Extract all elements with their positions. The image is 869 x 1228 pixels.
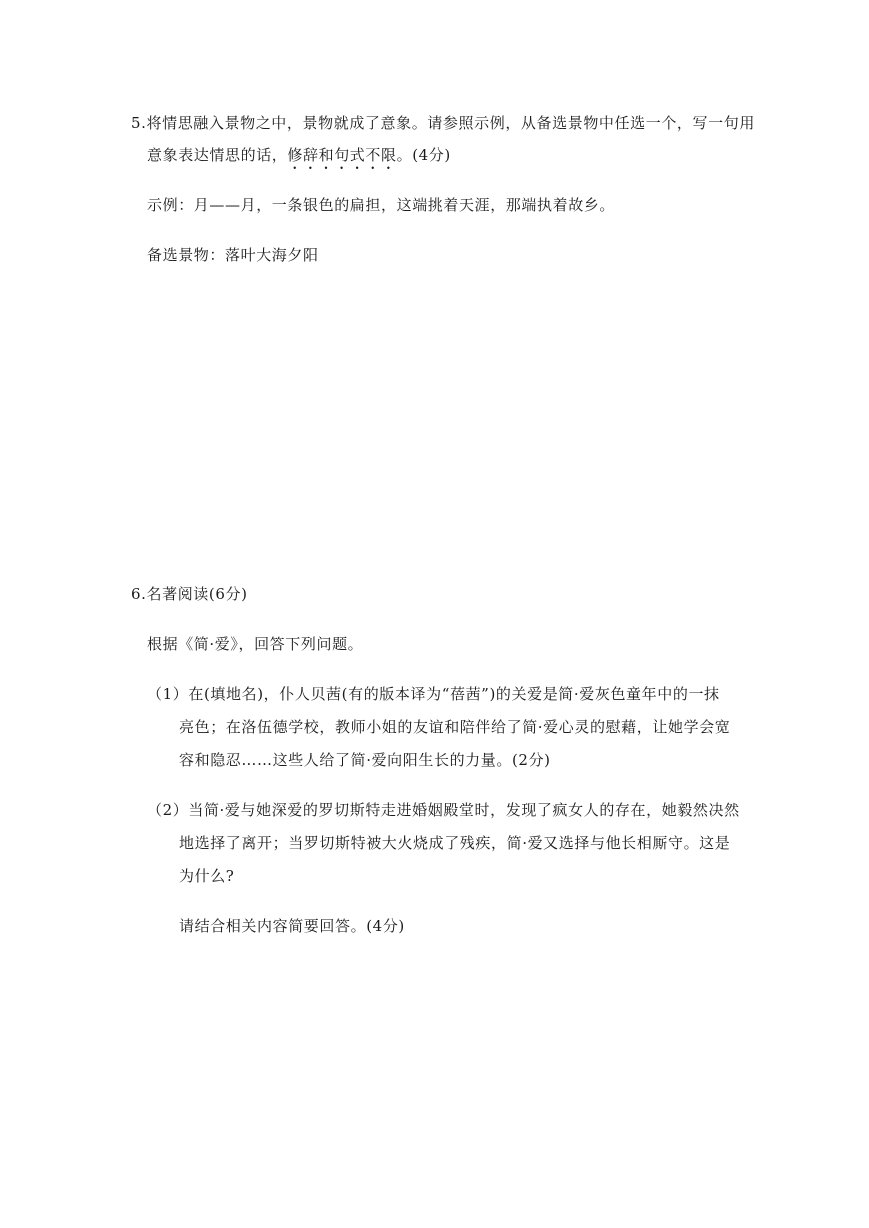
q5-prompt-line-2-start: 意象表达情思的话， [147, 146, 288, 164]
q5-prompt-line-2 [147, 145, 451, 173]
q6-sub2-line-1: （2）当简·爱与她深爱的罗切斯特走进婚姻殿堂时，发现了疯女人的存在，她毅然决然 [147, 801, 740, 819]
q6-sub2-line-3: 为什么? [179, 867, 235, 885]
q6-intro: 根据《简·爱》，回答下列问题。 [147, 635, 364, 653]
q5-score: 。(4分) [396, 146, 451, 164]
q5-options: 备选景物：落叶大海夕阳 [147, 246, 319, 264]
q6-sub2-instruction: 请结合相关内容简要回答。(4分) [179, 917, 405, 935]
q5-emphasized-requirement: 修辞和句式不限 [287, 146, 397, 164]
q6-sub1-line-2: 亮色；在洛伍德学校，教师小姐的友谊和陪伴给了简·爱心灵的慰藉，让她学会宽 [179, 718, 731, 736]
q5-example: 示例：月——月，一条银色的扁担，这端挑着天涯，那端执着故乡。 [147, 196, 616, 214]
q6-title: 6.名著阅读(6分) [131, 585, 248, 603]
q6-sub2-line-2: 地选择了离开；当罗切斯特被大火烧成了残疾，简·爱又选择与他长相厮守。这是 [179, 834, 731, 852]
q6-sub1-line-1: （1）在(填地名)，仆人贝茜(有的版本译为“蓓茜”)的关爱是简·爱灰色童年中的一抹 [147, 685, 720, 703]
q6-sub1-line-3: 容和隐忍……这些人给了简·爱向阳生长的力量。(2分) [179, 751, 551, 769]
q5-prompt-line-1: 5.将情思融入景物之中，景物就成了意象。请参照示例，从备选景物中任选一个，写一句用 [131, 114, 755, 132]
